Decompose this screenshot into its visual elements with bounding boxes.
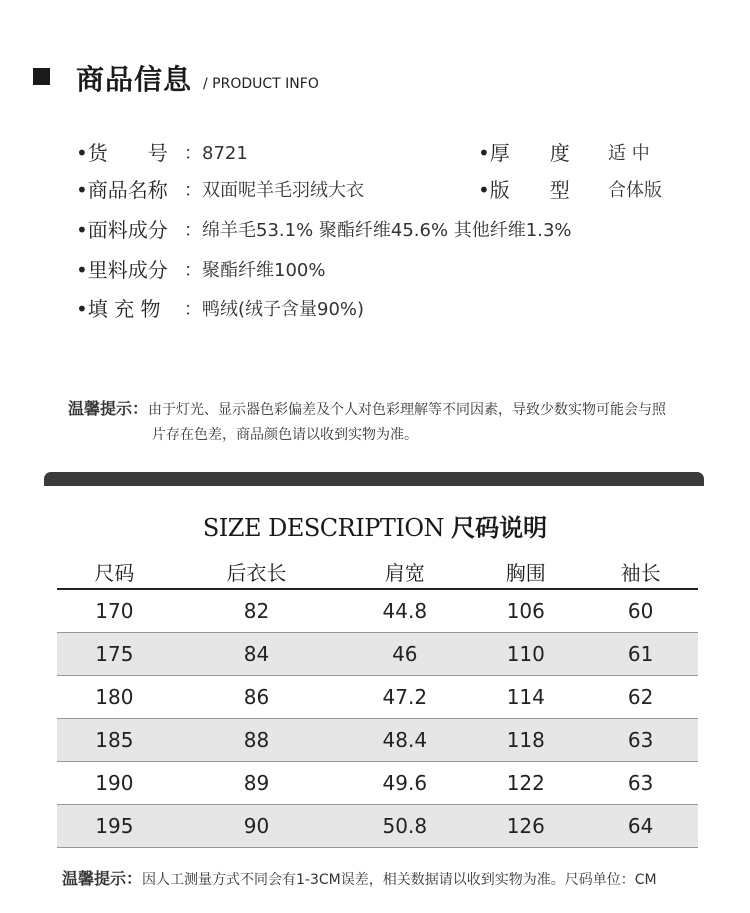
table-cell: 63: [583, 762, 698, 805]
table-cell: 110: [468, 633, 583, 676]
info-label: •厚 度: [478, 141, 570, 165]
table-cell: 190: [57, 762, 172, 805]
header-size: 尺码: [57, 555, 172, 589]
notice-label: 温馨提示：: [68, 399, 149, 418]
table-cell: 63: [583, 719, 698, 762]
table-cell: 49.6: [341, 762, 468, 805]
header-back-length: 后衣长: [172, 555, 341, 589]
table-cell: 175: [57, 633, 172, 676]
info-label: •版 型: [478, 178, 570, 202]
table-cell: 60: [583, 589, 698, 633]
table-cell: 90: [172, 805, 341, 848]
header-sleeve: 袖长: [583, 555, 698, 589]
info-value: ：聚酯纤维100%: [184, 260, 326, 281]
table-cell: 122: [468, 762, 583, 805]
section-marker-square: [33, 68, 50, 85]
info-value: ：双面呢羊毛羽绒大衣: [184, 180, 364, 201]
info-value: 合体版: [608, 180, 662, 201]
table-row: [57, 589, 698, 633]
info-value: ：鸭绒(绒子含量90%): [184, 299, 365, 320]
info-label: •商品名称: [76, 178, 168, 202]
table-cell: 62: [583, 676, 698, 719]
header-chest: 胸围: [468, 555, 583, 589]
table-cell: 195: [57, 805, 172, 848]
info-label: •里料成分: [76, 258, 168, 282]
info-label: •货 号: [76, 141, 168, 165]
size-section-title: [0, 508, 750, 543]
info-label: •面料成分: [76, 218, 168, 242]
table-cell: 170: [57, 589, 172, 633]
measurement-notice: [62, 866, 657, 889]
section-title: 商品信息: [76, 63, 193, 96]
table-cell: 106: [468, 589, 583, 633]
info-value: ：8721: [184, 143, 248, 164]
info-value: 适 中: [608, 143, 650, 164]
info-value: ：绵羊毛53.1% 聚酯纤维45.6% 其他纤维1.3%: [184, 220, 572, 241]
notice-text: 因人工测量方式不同会有1-3CM误差，相关数据请以收到实物为准。尺码单位：CM: [142, 872, 657, 888]
info-label: •填 充 物: [76, 297, 161, 321]
section-subtitle: / PRODUCT INFO: [203, 76, 319, 92]
notice-text-line1: 由于灯光、显示器色彩偏差及个人对色彩理解等不同因素，导致少数实物可能会与照: [148, 402, 667, 418]
section-divider-band: [44, 472, 704, 486]
table-row: [57, 676, 698, 719]
header-shoulder: 肩宽: [341, 555, 468, 589]
table-row: [57, 633, 698, 676]
table-cell: 61: [583, 633, 698, 676]
table-cell: 47.2: [341, 676, 468, 719]
table-cell: 64: [583, 805, 698, 848]
notice-label: 温馨提示：: [62, 869, 143, 888]
color-notice: [68, 396, 667, 443]
table-cell: 86: [172, 676, 341, 719]
table-cell: 44.8: [341, 589, 468, 633]
table-row: [57, 762, 698, 805]
size-table: [57, 555, 698, 848]
size-title-zh: 尺码说明: [451, 514, 548, 542]
table-cell: 114: [468, 676, 583, 719]
table-cell: 89: [172, 762, 341, 805]
table-cell: 50.8: [341, 805, 468, 848]
table-cell: 185: [57, 719, 172, 762]
table-row: [57, 805, 698, 848]
size-title-en: SIZE DESCRIPTION: [202, 514, 452, 542]
table-cell: 48.4: [341, 719, 468, 762]
table-row: [57, 719, 698, 762]
table-cell: 46: [341, 633, 468, 676]
size-table-header: [57, 555, 698, 589]
table-cell: 180: [57, 676, 172, 719]
table-cell: 126: [468, 805, 583, 848]
table-cell: 88: [172, 719, 341, 762]
table-cell: 84: [172, 633, 341, 676]
table-cell: 118: [468, 719, 583, 762]
table-cell: 82: [172, 589, 341, 633]
notice-text-line2: 片存在色差，商品颜色请以收到实物为准。: [152, 427, 418, 443]
